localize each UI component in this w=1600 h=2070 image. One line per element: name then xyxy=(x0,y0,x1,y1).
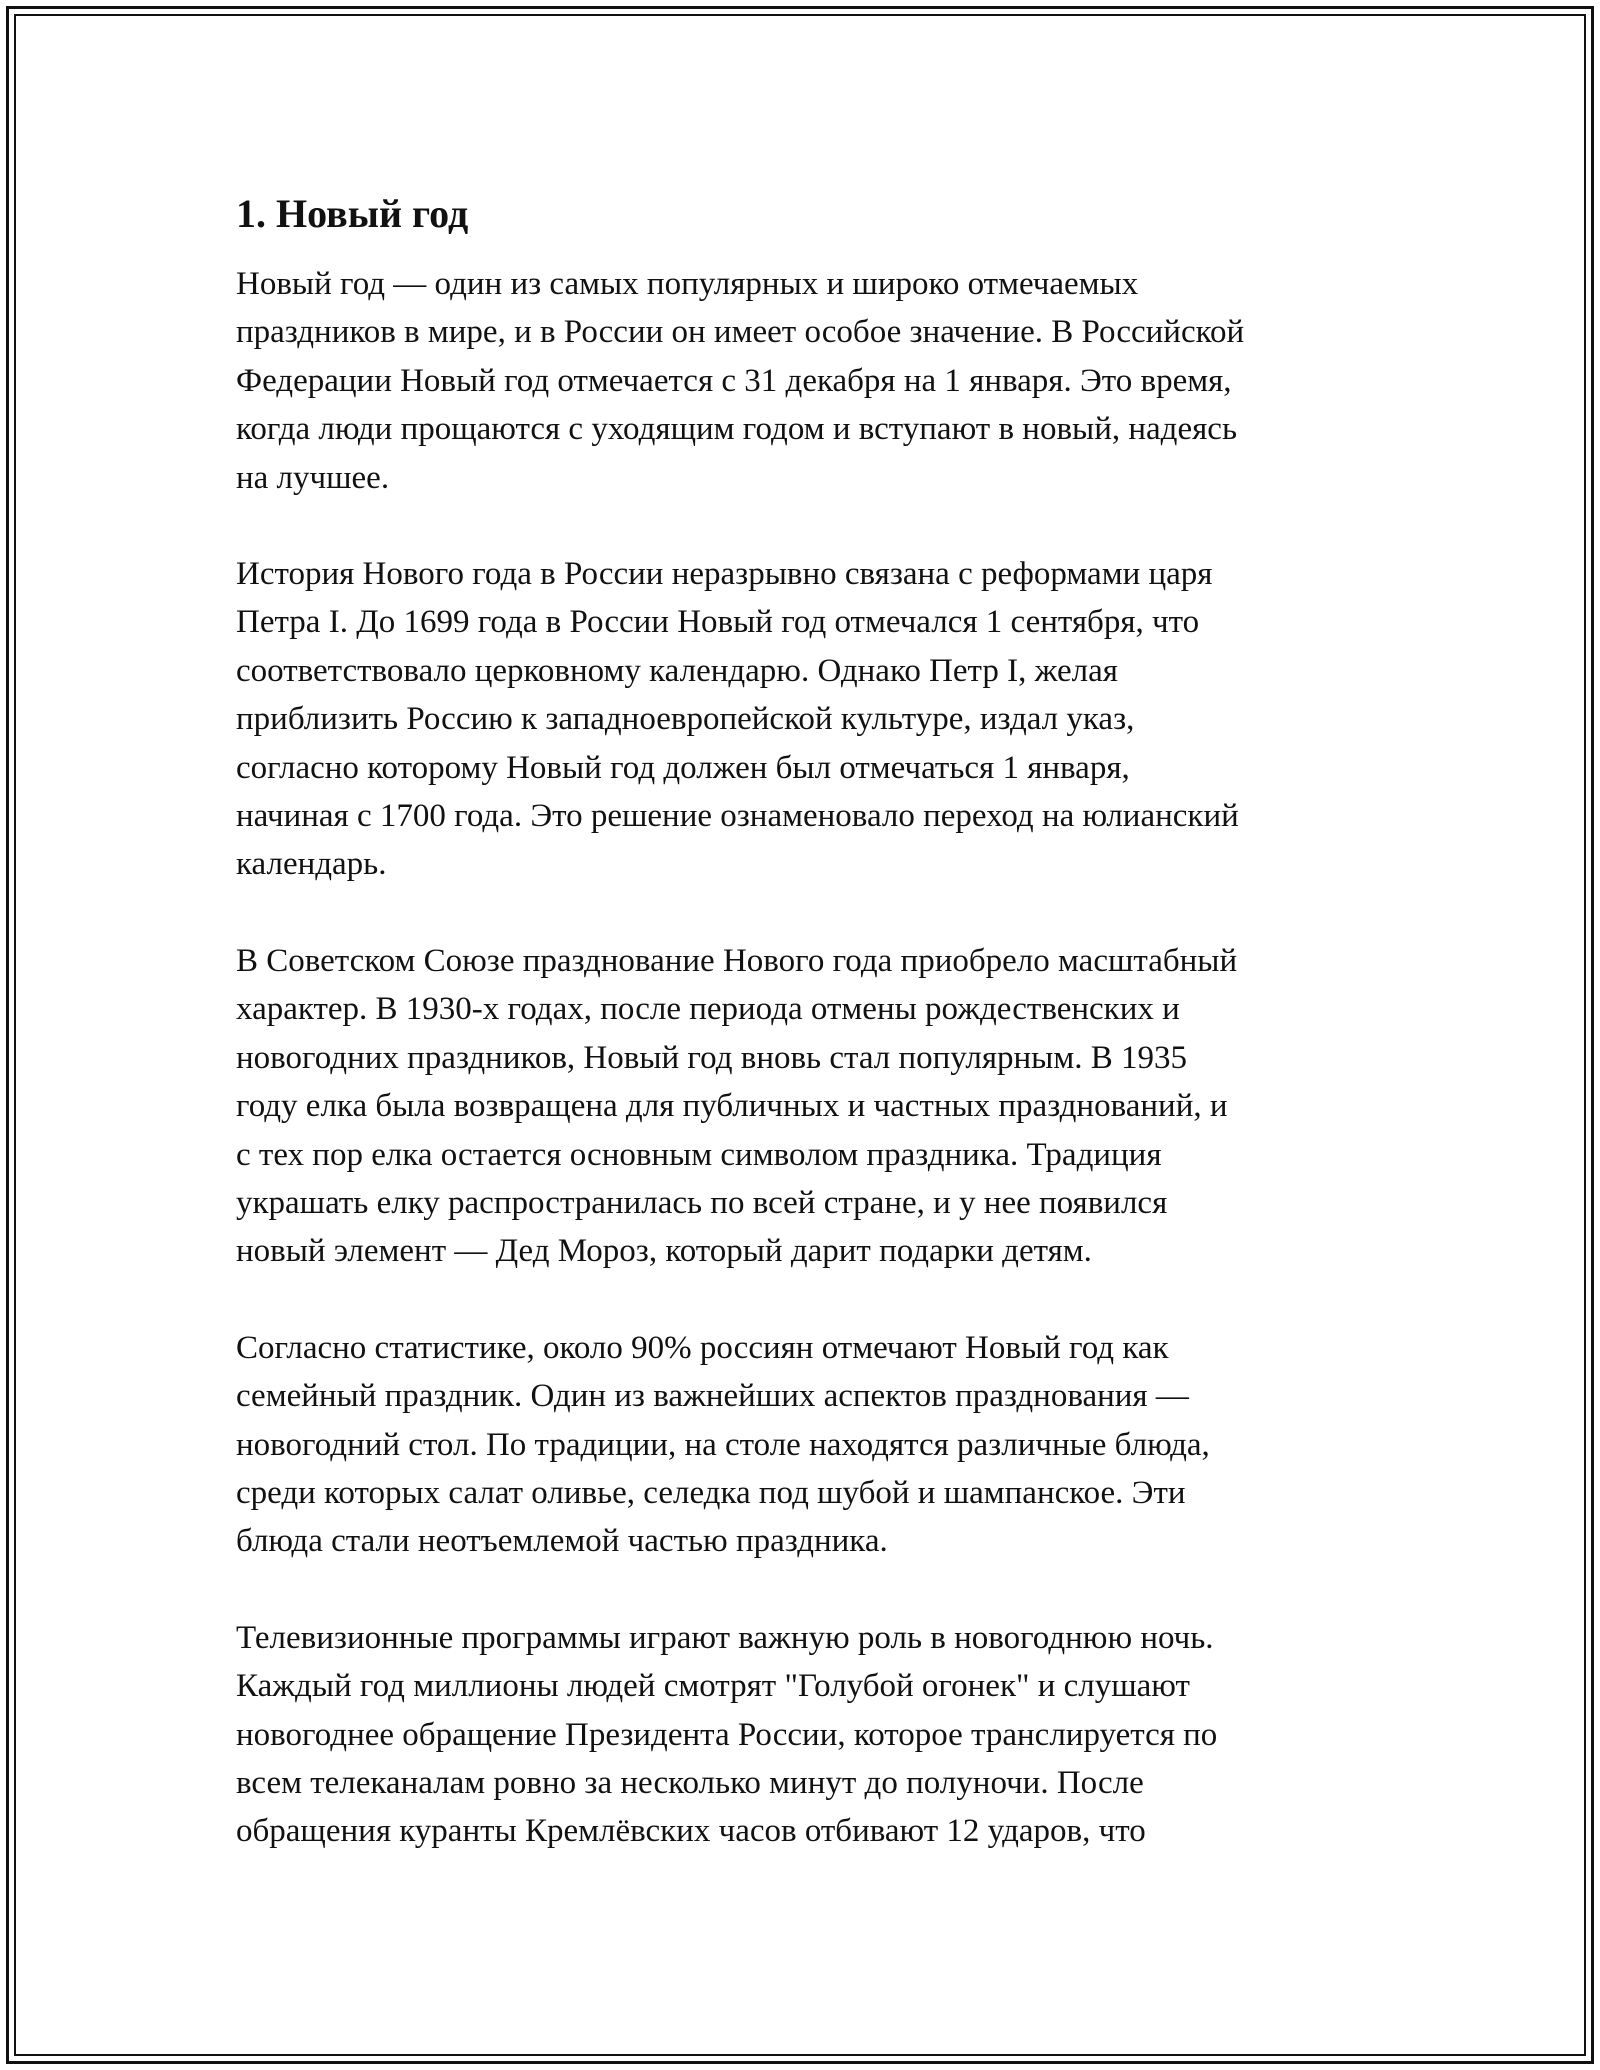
paragraph-history-peter: История Нового года в России неразрывно связана с реформами царя Петра I. До 1699 года в России Новый год отмечался 1 сентября, что соответствовало церковному календарю. Однако Петр I, желая приблизить Россию к западноевропейской культуре, издал указ, согласно которому Новый год должен был отмечаться 1 января, начиная с 1700 года. Это решение ознаменовало переход на юлианский календарь. xyxy=(236,556,1239,883)
document-body xyxy=(236,190,1366,1904)
paragraph-television: Телевизионные программы играют важную роль в новогоднюю ночь. Каждый год миллионы людей смотрят "Голубой огонек" и слушают новогоднее обращение Президента России, которое транслируется по всем телеканалам ровно за несколько минут до полуночи. После обращения куранты Кремлёвских часов отбивают 12 ударов, что xyxy=(236,1619,1218,1850)
paragraph-new-year-intro: Новый год — один из самых популярных и широко отмечаемых праздников в мире, и в России он имеет особое значение. В Российской Федерации Новый год отмечается с 31 декабря на 1 января. Это время, когда люди прощаются с уходящим годом и вступают в новый, надеясь на лучшее. xyxy=(236,266,1245,496)
paragraph-statistics-table: Согласно статистике, около 90% россиян отмечают Новый год как семейный праздник. Один из важнейших аспектов празднования — новогодний стол. По традиции, на столе находятся различные блюда, среди которых салат оливье, селедка под шубой и шампанское. Эти блюда стали неотъемлемой частью праздника. xyxy=(236,1329,1210,1560)
paragraph-list xyxy=(236,260,1366,1856)
paragraph-soviet-era: В Советском Союзе празднование Нового года приобрело масштабный характер. В 1930-х годах, после периода отмены рождественских и новогодних праздников, Новый год вновь стал популярным. В 1935 году елка была возвращена для публичных и частных празднований, и с тех пор елка остается основным символом праздника. Традиция украшать елку распространилась по всей стране, и у нее появился новый элемент — Дед Мороз, который дарит подарки детям. xyxy=(236,942,1238,1270)
section-heading: 1. Новый год xyxy=(236,191,469,236)
